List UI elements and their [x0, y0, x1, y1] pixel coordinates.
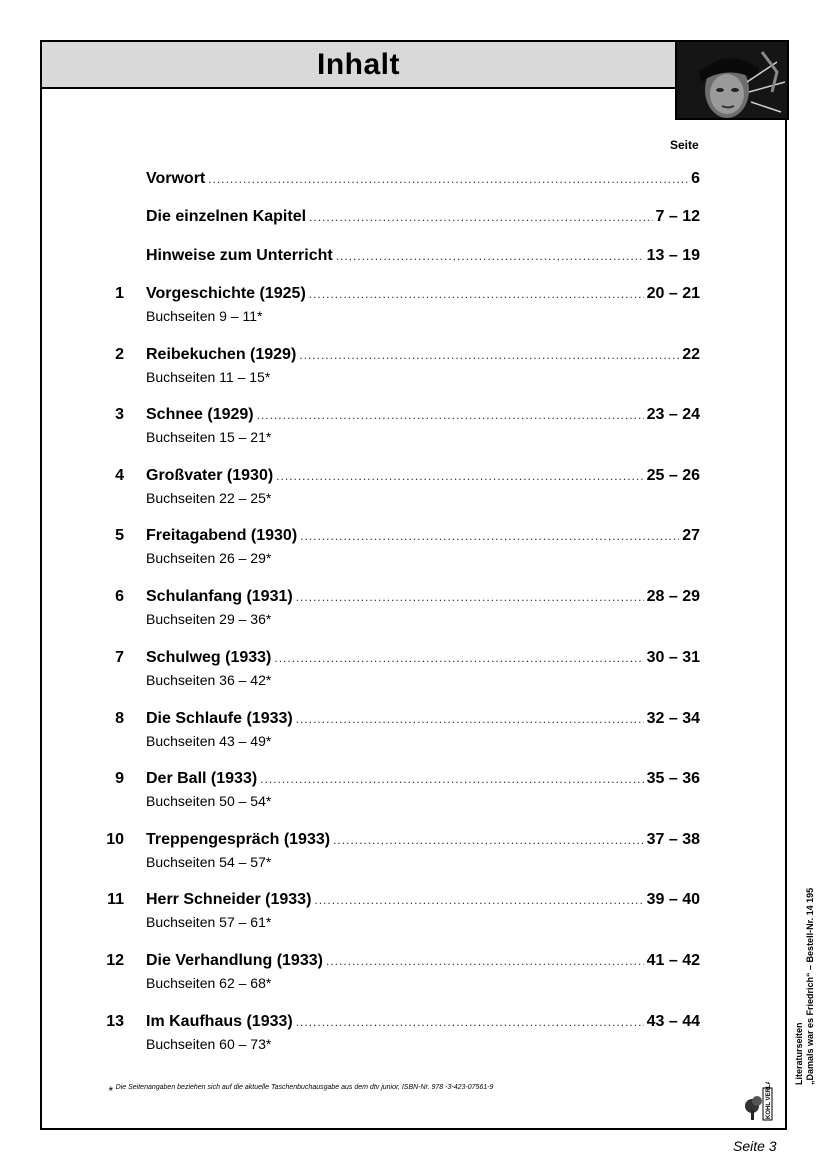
book-pages: Buchseiten 54 – 57*: [146, 854, 272, 870]
toc-chapter-row[interactable]: [42, 891, 785, 930]
book-pages: Buchseiten 62 – 68*: [146, 975, 272, 991]
chapter-title: Schulweg (1933): [146, 649, 272, 666]
toc-leader: [299, 348, 679, 362]
chapter-number: 13: [106, 1013, 124, 1030]
toc-chapter-row[interactable]: [42, 467, 785, 506]
chapter-pages: 28 – 29: [646, 588, 700, 605]
toc-chapter-row[interactable]: [42, 406, 785, 445]
page-column-label: Seite: [670, 138, 699, 152]
toc-intro-row[interactable]: [42, 170, 785, 190]
tree-logo-icon: [742, 1082, 782, 1122]
book-pages: Buchseiten 57 – 61*: [146, 914, 272, 930]
toc-chapter-row[interactable]: [42, 1013, 785, 1052]
chapter-number: 5: [115, 527, 124, 544]
book-pages: Buchseiten 29 – 36*: [146, 611, 272, 627]
chapter-number: 4: [115, 467, 124, 484]
footnote-text: Die Seitenangaben beziehen sich auf die aktuelle Taschenbuchausgabe aus dem dtv junior, ISBN-Nr. 978 -3-423-07561-9: [115, 1084, 494, 1091]
chapter-pages: 43 – 44: [646, 1013, 700, 1030]
toc-title: Hinweise zum Unterricht: [146, 247, 333, 264]
toc-leader: [260, 772, 643, 786]
logo-text: KOHL VERLAG: [766, 1082, 772, 1119]
chapter-title: Herr Schneider (1933): [146, 891, 312, 908]
chapter-number: 9: [115, 770, 124, 787]
chapter-title: Freitagabend (1930): [146, 527, 298, 544]
book-pages: Buchseiten 22 – 25*: [146, 490, 272, 506]
chapter-number: 7: [115, 649, 124, 666]
chapter-number: 8: [115, 710, 124, 727]
toc-chapter-row[interactable]: [42, 285, 785, 324]
footnote-marker: *: [108, 1084, 113, 1098]
toc-title: Vorwort: [146, 170, 206, 187]
toc-intro-row[interactable]: [42, 208, 785, 228]
toc-leader: [309, 287, 644, 301]
toc-chapter-row[interactable]: [42, 346, 785, 385]
toc-leader: [296, 712, 644, 726]
toc-chapter-row[interactable]: [42, 710, 785, 749]
chapter-number: 3: [115, 406, 124, 423]
book-pages: Buchseiten 36 – 42*: [146, 672, 272, 688]
chapter-pages: 27: [682, 527, 700, 544]
chapter-pages: 32 – 34: [646, 710, 700, 727]
chapter-title: Reibekuchen (1929): [146, 346, 297, 363]
book-pages: Buchseiten 60 – 73*: [146, 1036, 272, 1052]
boy-photo: [675, 40, 789, 120]
chapter-pages: 39 – 40: [646, 891, 700, 908]
toc-leader: [309, 210, 652, 224]
toc-leader: [314, 893, 643, 907]
chapter-title: Großvater (1930): [146, 467, 274, 484]
toc-leader: [274, 651, 643, 665]
book-pages: Buchseiten 43 – 49*: [146, 733, 272, 749]
chapter-number: 2: [115, 346, 124, 363]
side-publisher-text: [794, 888, 816, 1085]
toc-leader: [276, 469, 643, 483]
chapter-pages: 35 – 36: [646, 770, 700, 787]
toc-leader: [257, 408, 644, 422]
side-text-line1: Literaturseiten: [794, 1022, 804, 1085]
chapter-title: Vorgeschichte (1925): [146, 285, 306, 302]
title-bar: [42, 42, 675, 89]
side-text-line2: „Damals war es Friedrich“ – Bestell-Nr. 14 195: [805, 887, 815, 1085]
toc-chapter-row[interactable]: [42, 952, 785, 991]
toc-leader: [326, 954, 644, 968]
chapter-title: Im Kaufhaus (1933): [146, 1013, 293, 1030]
chapter-pages: 23 – 24: [646, 406, 700, 423]
kohl-verlag-logo: [742, 1082, 782, 1122]
toc-leader: [336, 249, 644, 263]
toc-pages: 7 – 12: [655, 208, 700, 225]
toc-chapter-row[interactable]: [42, 831, 785, 870]
toc-intro-row[interactable]: [42, 247, 785, 267]
chapter-pages: 30 – 31: [646, 649, 700, 666]
chapter-pages: 41 – 42: [646, 952, 700, 969]
book-pages: Buchseiten 50 – 54*: [146, 793, 272, 809]
chapter-title: Der Ball (1933): [146, 770, 258, 787]
book-pages: Buchseiten 11 – 15*: [146, 369, 271, 385]
portrait-image: [677, 42, 787, 118]
chapter-pages: 37 – 38: [646, 831, 700, 848]
toc-leader: [300, 529, 679, 543]
book-pages: Buchseiten 9 – 11*: [146, 308, 263, 324]
toc-chapter-row[interactable]: [42, 770, 785, 809]
toc-chapter-row[interactable]: [42, 527, 785, 566]
chapter-number: 11: [107, 891, 124, 908]
toc-pages: 13 – 19: [646, 247, 700, 264]
footnote: [108, 1084, 493, 1098]
book-pages: Buchseiten 15 – 21*: [146, 429, 272, 445]
toc-title: Die einzelnen Kapitel: [146, 208, 307, 225]
book-pages: Buchseiten 26 – 29*: [146, 550, 272, 566]
chapter-number: 10: [106, 831, 124, 848]
chapter-title: Treppengespräch (1933): [146, 831, 331, 848]
toc-leader: [296, 590, 644, 604]
chapter-pages: 25 – 26: [646, 467, 700, 484]
toc-chapter-row[interactable]: [42, 649, 785, 688]
chapter-title: Die Schlaufe (1933): [146, 710, 293, 727]
chapter-pages: 20 – 21: [646, 285, 700, 302]
chapter-title: Schulanfang (1931): [146, 588, 293, 605]
page-number: Seite 3: [733, 1138, 777, 1154]
toc-leader: [333, 833, 644, 847]
chapter-title: Schnee (1929): [146, 406, 254, 423]
chapter-pages: 22: [682, 346, 700, 363]
page-title: Inhalt: [317, 47, 400, 81]
chapter-title: Die Verhandlung (1933): [146, 952, 323, 969]
toc-pages: 6: [691, 170, 700, 187]
toc-chapter-row[interactable]: [42, 588, 785, 627]
chapter-number: 12: [106, 952, 124, 969]
chapter-number: 6: [115, 588, 124, 605]
chapter-number: 1: [115, 285, 124, 302]
page-frame: [40, 40, 815, 1130]
toc-leader: [208, 172, 688, 186]
toc-leader: [296, 1015, 644, 1029]
